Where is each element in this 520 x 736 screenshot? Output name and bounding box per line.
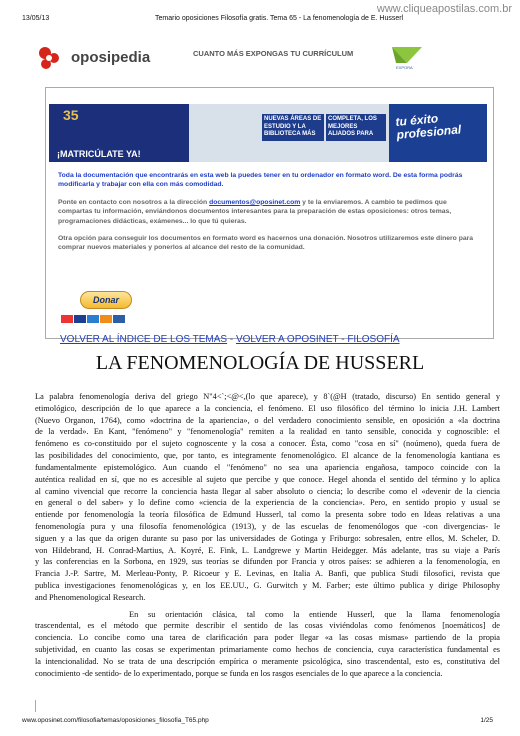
banner-cta: ¡MATRICÚLATE YA! (57, 149, 141, 159)
body-line: fundamentalmente epistemológico. Aun cuando el "fenómeno" no sea una apariencia engañosa, tampoco coincide con la (35, 462, 500, 472)
info-p2-before: Ponte en contacto con nosotros a la dirección (58, 198, 210, 206)
print-footer-url: www.oposinet.com/filosofia/temas/oposiciones_filosofia_T65.php (22, 717, 209, 724)
body-line: etimológico, descripción de lo que aparece a la conciencia, el fenómeno. El uso filosófico del término lo inicia J.H. Lambert (35, 403, 500, 413)
nav-links (60, 334, 400, 345)
mastercard-icon (61, 315, 73, 323)
body-line: las posibilidades del conocimiento, que, por tanto, es integramente fenomenológico. El alcance de la fenomenología kantiana es (35, 451, 500, 461)
body-line: (Nuevo Organon, 1764), como «doctrina de la apariencia», o del verdadero conocimiento sensible, en oposición a «la doctrina (35, 415, 500, 425)
print-title: Temario oposiciones Filosofía gratis. Tema 65 - La fenomenología de E. Husserl (155, 15, 404, 22)
body-line: publica investigaciones fenomenológicas y, en los EE.UU., G. Gurwitch y M. Farber; este último publica y dirige Philosophy (35, 581, 500, 590)
donate-button[interactable]: Donar (80, 291, 132, 309)
info-paragraph-1: Toda la documentación que encontrarás en esta web la puedes tener en tu ordenador en formato word. De esta forma podrás modificarla y trabajar con ella con más comodidad. (58, 172, 463, 189)
nav-separator: - (227, 334, 236, 345)
oposipedia-logo-icon (35, 44, 63, 72)
body-line: la intencionalidad. No se trata de una descripción empírica o meramente psicológica, sino trascendental, esto es, constitutiva del (35, 656, 500, 666)
body-line: and Phenomenological Research. (35, 592, 146, 602)
body-line: trascendental, es el método que permite describir el sentido de las cosas viviéndolas como fenómenos [noemáticos] de (35, 621, 500, 631)
watermark: www.cliqueapostilas.com.br (376, 3, 512, 15)
expansion-badge-label: EXPORA (396, 65, 413, 70)
oposipedia-logo[interactable] (35, 44, 155, 74)
logo-wordmark: oposipedia (71, 49, 151, 66)
body-line: En su orientación clásica, tal como la entiende Husserl, que la llama fenomenología (129, 609, 500, 619)
info-text (58, 171, 476, 261)
banner-box-1: NUEVAS ÁREAS DE ESTUDIO Y LA BIBLIOTECA MÁS (262, 114, 324, 141)
banner-slogan: tu éxito profesional (394, 111, 462, 143)
amex-icon (87, 315, 99, 323)
body-line: en general o del saber» y lo define como «ciencia de la experiencia de la conciencia». Pero, en sentido propio y usual se (35, 498, 500, 508)
bank-card-icon (113, 315, 125, 323)
margin-rule (35, 700, 37, 712)
back-to-index-link[interactable]: VOLVER AL ÍNDICE DE LOS TEMAS (60, 334, 228, 345)
body-line: siguen y a las que da origen durante su paso por las universidades de Gotinga y Friburgo: sobresalen, entre ellos, M. Scheler, D. (35, 533, 500, 543)
body-line: y las conferencias en la Sorbona, en 1929, sus teorías se difunden por Francia y otros países: se adhieren a la fenomenología, en (35, 557, 500, 567)
body-line: subjetividad, en cuanto las cosas se experimentan primariamente como hechos de conciencia, cuya característica fundamental es (35, 645, 500, 655)
article-body (35, 391, 500, 680)
print-date: 13/05/13 (22, 15, 50, 22)
body-line: fenomenología pura y una filosofía fenomenológica (1913), y de las escuelas de fenomenólogos que -con divergencias- le (35, 521, 500, 531)
body-line: La palabra fenomenología deriva del griego N"4<`;<@<,(lo que aparece), y 8`(@H (tratado, discurso) En sentido general y (35, 392, 500, 401)
info-paragraph-3: Otra opción para conseguir los documentos en formato word es hacernos una donación. Nosotros utilizaremos este dinero para comprar nuevos materiales y ponerlos al alcance del resto de la comunidad. (58, 234, 474, 252)
body-line: entiende por fenomenología la teoría filosófica de Edmund Husserl, tal como la presenta sobre todo en Ideas relativas a una (35, 510, 500, 520)
body-line: Francia J.-P. Sartre, M. Merleau-Ponty, P. Ricoeur y E. Levinas, en Italia A. Banfi, que publica Studi filosofici, revista que (35, 569, 500, 579)
body-line: al camino vivencial que recorre la conciencia hasta llegar al saber absoluto o ciencia; lo describe como el «devenir de la ciencia (35, 486, 500, 496)
banner-years: 35 (63, 107, 79, 123)
body-line: conocimiento -de sentido- de lo experimentado, porque se funda en los rasgos esenciales de lo que aparece a la conciencia. (35, 668, 443, 678)
body-line: de la verdad». En Kant, "fenómeno" y "fenomenología" remiten a la realidad en tanto sensible, conocida y cognoscible: el (35, 427, 500, 437)
ad-banner[interactable] (49, 104, 487, 162)
discover-icon (100, 315, 112, 323)
payment-cards (61, 310, 126, 321)
header-slogan: CUANTO MÁS EXPONGAS TU CURRÍCULUM (193, 49, 354, 58)
print-page-number: 1/25 (480, 717, 493, 724)
banner-box-2: COMPLETA, LOS MEJORES ALIADOS PARA (326, 114, 386, 141)
visa-icon (74, 315, 86, 323)
email-link[interactable]: documentos@oposinet.com (209, 198, 301, 206)
info-p2-after: y te la enviaremos. A cambio te pedimos que compartas tu información, enviándonos documentos interesantes para la preparación de estas oposiciones: otros temas, programaciones didácticas, exámenes... lo que tú quieras. (58, 198, 452, 225)
back-to-oposinet-link[interactable]: VOLVER A OPOSINET - FILOSOFÍA (235, 334, 400, 345)
body-line: fenómeno es co-constituido por el sujeto cognoscente y la cosa a conocer. Ésta, como "cosa en sí" (noúmeno), queda fuera de (35, 439, 500, 449)
page-title: LA FENOMENOLOGÍA DE HUSSERL (95, 352, 425, 374)
info-paragraph-2 (58, 198, 476, 226)
body-line: auténtica realidad en sí, que no es accesible al sujeto que percibe y que conoce. Hegel ahonda el sentido del término y lo aplica (35, 474, 500, 484)
body-line: conciencia. Lo concibe como una tarea de clarificación para poder llegar «a las cosas mismas» partiendo de la propia (35, 633, 500, 643)
body-line: von Hildebrand, H. Conrad-Martius, A. Koyré, E. Fink, L. Landgrewe y Martin Heidegger. Más adelante, tras su viaje a París (35, 545, 500, 555)
